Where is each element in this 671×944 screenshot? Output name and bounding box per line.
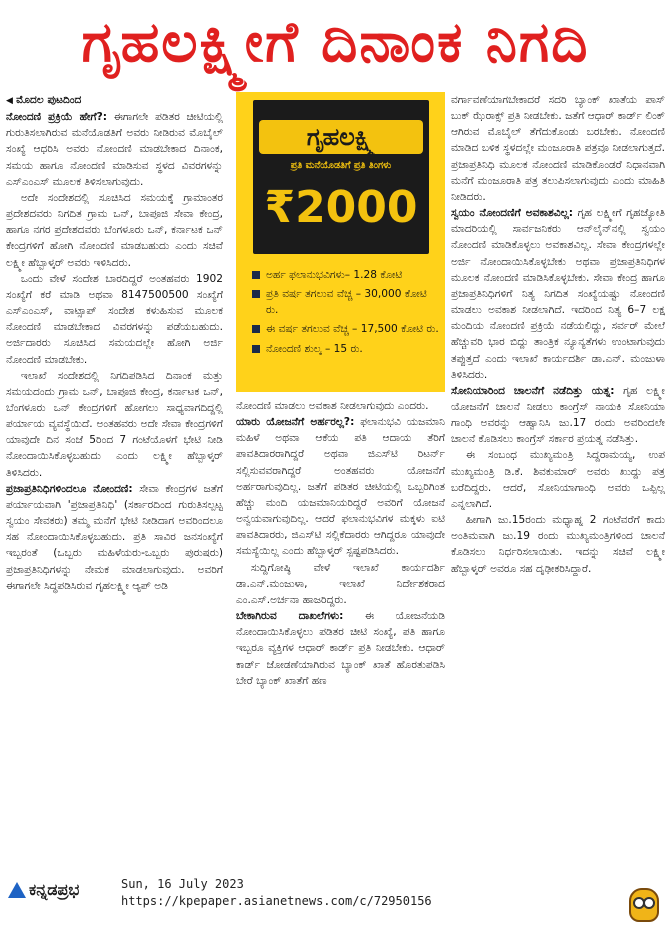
owl-mascot-icon	[629, 888, 659, 922]
brand-logo	[8, 880, 79, 900]
article-column-2	[236, 398, 445, 848]
subheading: ಯಾರು ಯೋಜನೆಗೆ ಅರ್ಹರಲ್ಲ?:	[236, 416, 355, 429]
paragraph: ಒಂದು ವೇಳೆ ಸಂದೇಶ ಬಾರದಿದ್ದರೆ ಅಂತಹವರು 1902 ಸಂಖ್ಯೆಗೆ ಕರೆ ಮಾಡಿ ಅಥವಾ 8147500500 ಸಂಖ್ಯೆಗೆ ಎಸ್‌ಎಂಎಸ್, ವಾಟ್ಸಾಪ್ ಸಂದೇಶ ಕಳುಹಿಸುವ ಮೂಲಕ ನೋಂದಣಿ ಮಾಡಬೇಕಾದ ವಿವರಗಳನ್ನು ಪಡೆಯಬಹುದು. ಅರ್ಜಿದಾರರು ಸೂಚಿಸಿದ ಸಮಯದಲ್ಲೇ ಹೋಗಿ ಅರ್ಜಿ ನೋಂದಣಿ ಮಾಡಬೇಕು.	[6, 272, 223, 366]
publication-meta	[121, 876, 432, 910]
article-column-3	[451, 92, 665, 849]
continued-label: ಮೊದಲ ಪುಟದಿಂದ	[16, 94, 82, 106]
subheading: ಬೇಕಾಗಿರುವ ದಾಖಲೆಗಳು:	[236, 610, 344, 623]
paragraph: ಅದೇ ಸಂದೇಶದಲ್ಲಿ ಸೂಚಿಸಿದ ಸಮಯಕ್ಕೆ ಗ್ರಾಮಾಂತರ ಪ್ರದೇಶದವರು ನಿಗದಿತ ಗ್ರಾಮ ಒನ್, ಬಾಪೂಜಿ ಸೇವಾ ಕೇಂದ್ರ, ಹಾಗೂ ನಗರ ಪ್ರದೇಶದವರು ಬೆಂಗಳೂರು ಒನ್, ಕರ್ನಾಟಕ ಒನ್ ಕೇಂದ್ರಗಳಿಗೆ ಹೋಗಿ ನೋಂದಣಿ ಮಾಡಬಹುದು ಎಂದು ಸಚಿವೆ ಲಕ್ಷ್ಮೀ ಹೆಬ್ಬಾಳ್ಕರ್ ಅವರು ಇಳಿಸಿದರು.	[6, 191, 223, 269]
scheme-infobox	[236, 92, 445, 392]
source-url[interactable]: https://kpepaper.asianetnews.com/c/72950156	[121, 894, 432, 908]
scheme-tagline: ಪ್ರತಿ ಮನೆಯೊಡತಿಗೆ ಪ್ರತಿ ತಿಂಗಳು	[290, 160, 392, 171]
paragraph: ಗೃಹ ಲಕ್ಷ್ಮೀಗೆ ಗೃಹಜ್ಯೋತಿ ಮಾದರಿಯಲ್ಲಿ ಸಾರ್ವಜನಿಕರು ಆನ್‌ಲೈನ್‌ನಲ್ಲಿ ಸ್ವಯಂ ನೋಂದಣಿ ಮಾಡಿಕೊಳ್ಳಲು ಅವಕಾಶವಿಲ್ಲ. ಸೇವಾ ಕೇಂದ್ರಗಳಲ್ಲೇ ಅರ್ಜಿ ನೋಂದಾಯಿಸಿಕೊಳ್ಳಬೇಕು ಅಥವಾ ಪ್ರಜಾಪ್ರತಿನಿಧಿಗಳ ಮೂಲಕ ನೋಂದಣಿ ಮಾಡಿಸಿಕೊಳ್ಳಬೇಕು. ಸೇವಾ ಕೇಂದ್ರ ಹಾಗೂ ಪ್ರಜಾಪ್ರತಿನಿಧಿಗಳಿಗೆ ನಿತ್ಯ ನಿಗದಿತ ಸಂಖ್ಯೆಯಷ್ಟು ನೋಂದಣಿ ಮಾಡಲು ಅವಕಾಶ ನೀಡಲಾಗಿದೆ. ಇದರಿಂದ ನಿತ್ಯ 6–7 ಲಕ್ಷ ಮಂದಿಯ ನೋಂದಣಿ ಪ್ರಕ್ರಿಯೆ ನಡೆಯಲಿದ್ದು, ಸರ್ವರ್ ಮೇಲೆ ಹೆಚ್ಚುವರಿ ಭಾರ ಬಿದ್ದು ತಾಂತ್ರಿಕ ನ್ಯೂನ್ಯತೆಗಳು ಉಂಟಾಗುವುದು ತಪ್ಪುತ್ತದೆ ಎಂದು ಇಲಾಖೆ ಕಾರ್ಯದರ್ಶಿ ಡಾ.ಎನ್. ಮಂಜುಳಾ ತಿಳಿಸಿದರು.	[451, 207, 665, 381]
fact-item: ಅರ್ಹ ಫಲಾನುಭವಿಗಳು– 1.28 ಕೋಟಿ	[252, 267, 442, 283]
scheme-card	[253, 100, 429, 254]
fact-item: ಪ್ರತಿ ವರ್ಷ ತಗಲುವ ವೆಚ್ಚ – 30,000 ಕೋಟಿ ರು.	[252, 286, 442, 318]
paragraph: ಸುದ್ದಿಗೋಷ್ಠಿ ವೇಳೆ ಇಲಾಖೆ ಕಾರ್ಯದರ್ಶಿ ಡಾ.ಎನ್.ಮಂಜುಳಾ, ಇಲಾಖೆ ನಿರ್ದೇಶಕರಾದ ಎಂ.ಎಸ್.ಅರ್ಚನಾ ಹಾಜರಿದ್ದರು.	[236, 561, 445, 606]
paragraph: ಈಗಾಗಲೇ ಪಡಿತರ ಚೀಟಿಯಲ್ಲಿ ಗುರುತಿಸಲಾಗಿರುವ ಮನೆಯೊಡತಿಗೆ ಅವರು ನೀಡಿರುವ ಮೊಬೈಲ್ ಸಂಖ್ಯೆ ಆಧರಿಸಿ ಅವರು ನೋಂದಣಿ ಮಾಡಬೇಕಾದ ದಿನಾಂಕ, ಸಮಯ ಹಾಗೂ ನೋಂದಣಿ ಮಾಡಿಸುವ ಸ್ಥಳದ ವಿವರಗಳನ್ನು ಎಸ್‌ಎಂಎಸ್ ಮೂಲಕ ತಿಳಿಸಲಾಗುವುದು.	[6, 111, 223, 188]
paragraph: ಸೇವಾ ಕೇಂದ್ರಗಳ ಜತೆಗೆ ಪರ್ಯಾಯವಾಗಿ 'ಪ್ರಜಾಪ್ರತಿನಿಧಿ' (ಸರ್ಕಾರದಿಂದ ಗುರುತಿಸಲ್ಪಟ್ಟ ಸ್ವಯಂ ಸೇವಕರು) ತಮ್ಮ ಮನೆಗೆ ಭೇಟಿ ನೀಡಿದಾಗ ಅವರಿಂದಲೂ ಸಹ ನೋಂದಾಯಿಸಿಕೊಳ್ಳಬಹುದು. ಪ್ರತಿ ಸಾವಿರ ಜನಸಂಖ್ಯೆಗೆ ಇಬ್ಬರಂತೆ (ಒಬ್ಬರು ಮಹಿಳೆಯರು-ಒಬ್ಬರು ಪುರುಷರು) ಪ್ರಜಾಪ್ರತಿನಿಧಿಗಳನ್ನು ನೇಮಕ ಮಾಡಲಾಗುವುದು. ಅವರಿಗೆ ಈಗಾಗಲೇ ಸಿದ್ಧಪಡಿಸಿರುವ ಗೃಹಲಕ್ಷ್ಮೀ ಆ್ಯಪ್ ಅಡಿ	[6, 482, 223, 592]
continue-arrow-icon: ◀	[6, 96, 17, 106]
paragraph: ನೋಂದಣಿ ಮಾಡಲು ಅವಕಾಶ ನೀಡಲಾಗುವುದು ಎಂದರು.	[236, 400, 429, 412]
facts-list	[252, 267, 442, 360]
bullet-square-icon	[252, 325, 260, 333]
publication-date: Sun, 16 July 2023	[121, 877, 244, 891]
paragraph: ಈ ಸಂಬಂಧ ಮುಖ್ಯಮಂತ್ರಿ ಸಿದ್ದರಾಮಯ್ಯ, ಉಪ ಮುಖ್ಯಮಂತ್ರಿ ಡಿ.ಕೆ. ಶಿವಕುಮಾರ್ ಅವರು ಖುದ್ದು ಪತ್ರ ಬರೆದಿದ್ದರು. ಆದರೆ, ಸೋನಿಯಾಗಾಂಧಿ ಅವರು ಒಪ್ಪಿಲ್ಲ ಎನ್ನಲಾಗಿದೆ.	[451, 449, 665, 510]
subheading: ಸೋನಿಯಾರಿಂದ ಚಾಲನೆಗೆ ನಡೆದಿತ್ತು ಯತ್ನ:	[451, 384, 615, 397]
paragraph: ಈ ಯೋಜನೆಯಡಿ ನೋಂದಾಯಿಸಿಕೊಳ್ಳಲು ಪಡಿತರ ಚೀಟಿ ಸಂಖ್ಯೆ, ಪತಿ ಹಾಗೂ ಇಬ್ಬರೂ ವ್ಯಕ್ತಿಗಳ ಆಧಾರ್ ಕಾರ್ಡ್ ಪ್ರತಿ ನೀಡಬೇಕು. ಆಧಾರ್ ಕಾರ್ಡ್ ಜೋಡಣೆಯಾಗಿರುವ ಬ್ಯಾಂಕ್ ಖಾತೆ ಹೊರತುಪಡಿಸಿ ಬೇರೆ ಬ್ಯಾಂಕ್ ಖಾತೆಗೆ ಹಣ	[236, 610, 445, 687]
footer	[0, 868, 671, 944]
paragraph: ಇಲಾಖೆ ಸಂದೇಶದಲ್ಲಿ ನಿಗದಿಪಡಿಸಿದ ದಿನಾಂಕ ಮತ್ತು ಸಮಯದಂದು ಗ್ರಾಮ ಒನ್, ಬಾಪೂಜಿ ಕೇಂದ್ರ, ಕರ್ನಾಟಕ ಒನ್, ಬೆಂಗಳೂರು ಒನ್ ಕೇಂದ್ರಗಳಿಗೆ ಹೋಗಲು ಸಾಧ್ಯವಾಗದಿದ್ದಲ್ಲಿ ಪರ್ಯಾಯ ವ್ಯವಸ್ಥೆಯಿದೆ. ಅಂತಹವರು ಅದೇ ಸೇವಾ ಕೇಂದ್ರಗಳಿಗೆ ಯಾವುದೇ ದಿನ ಸಂಜೆ 5ರಿಂದ 7 ಗಂಟೆಯೊಳಗೆ ಭೇಟಿ ನೀಡಿ ನೋಂದಾಯಿಸಿಕೊಳ್ಳಬಹುದು ಎಂದು ಲಕ್ಷ್ಮೀ ಹೆಬ್ಬಾಳ್ಕರ್ ತಿಳಿಸಿದರು.	[6, 369, 223, 479]
subheading: ಪ್ರಜಾಪ್ರತಿನಿಧಿಗಳಿಂದಲೂ ನೋಂದಣಿ:	[6, 482, 133, 495]
bullet-square-icon	[252, 290, 260, 298]
headline: ಗೃಹಲಕ್ಷ್ಮೀಗೆ ದಿನಾಂಕ ನಿಗದಿ	[81, 10, 590, 75]
fact-item: ಈ ವರ್ಷ ತಗಲುವ ವೆಚ್ಚ – 17,500 ಕೋಟಿ ರು.	[252, 321, 442, 337]
brand-name: ಕನ್ನಡಪ್ರಭ	[29, 880, 80, 899]
scheme-logo: ಗೃಹಲಕ್ಷ್ಮಿ	[259, 120, 423, 154]
paragraph: ಹೀಗಾಗಿ ಜು.15ರಂದು ಮಧ್ಯಾಹ್ನ 2 ಗಂಟೆವರೆಗೆ ಕಾದು ಅಂತಿಮವಾಗಿ ಜು.19 ರಂದು ಮುಖ್ಯಮಂತ್ರಿಗಳಿಂದ ಚಾಲನೆ ಕೊಡಿಸಲು ನಿರ್ಧರಿಸಲಾಯಿತು. ಇದನ್ನು ಸಚಿವೆ ಲಕ್ಷ್ಮೀ ಹೆಬ್ಬಾಳ್ಕರ್ ಅವರೂ ಸಹ ದೃಢೀಕರಿಸಿದ್ದಾರೆ.	[451, 514, 665, 575]
article-column-1	[6, 92, 223, 849]
bullet-square-icon	[252, 271, 260, 279]
brand-triangle-icon	[8, 882, 26, 898]
bullet-square-icon	[252, 345, 260, 353]
fact-item: ನೋಂದಣಿ ಶುಲ್ಕ – 15 ರು.	[252, 341, 442, 357]
subheading: ನೋಂದಣಿ ಪ್ರಕ್ರಿಯೆ ಹೇಗೆ?:	[6, 111, 107, 124]
subheading: ಸ್ವಯಂ ನೋಂದಣಿಗೆ ಅವಕಾಶವಿಲ್ಲ:	[451, 207, 574, 220]
continued-marker	[6, 92, 223, 109]
paragraph: ಫಲಾನುಭವಿ ಯಜಮಾನಿ ಮಹಿಳೆ ಅಥವಾ ಆಕೆಯ ಪತಿ ಆದಾಯ ತೆರಿಗೆ ಪಾವತಿದಾರರಾಗಿದ್ದರೆ ಅಥವಾ ಜಿಎಸ್‌ಟಿ ರಿಟರ್ನ್ ಸಲ್ಲಿಸುವವರಾಗಿದ್ದರೆ ಅಂತಹವರು ಯೋಜನೆಗೆ ಅರ್ಹರಾಗುವುದಿಲ್ಲ. ಜತೆಗೆ ಪಡಿತರ ಚೀಟಿಯಲ್ಲಿ ಒಬ್ಬರಿಗಿಂತ ಹೆಚ್ಚು ಮಂದಿ ಯಜಮಾನಿಯರಿದ್ದರೆ ಅವರಿಗೆ ಯೋಜನೆ ಅನ್ವಯವಾಗುವುದಿಲ್ಲ. ಆದರೆ ಫಲಾನುಭವಿಗಳ ಮಕ್ಕಳು ಐಟಿ ಪಾವತಿದಾರರು, ಜಿಎಸ್‌ಟಿ ಸಲ್ಲಿಕೆದಾರರು ಆಗಿದ್ದರೂ ಯಾವುದೇ ಸಮಸ್ಯೆಯಿಲ್ಲ ಎಂದು ಹೆಬ್ಬಾಳ್ಕರ್ ಸ್ಪಷ್ಟಪಡಿಸಿದರು.	[236, 416, 445, 558]
paragraph: ಗೃಹ ಲಕ್ಷ್ಮೀ ಯೋಜನೆಗೆ ಚಾಲನೆ ನೀಡಲು ಕಾಂಗ್ರೆಸ್ ನಾಯಕಿ ಸೋನಿಯಾ ಗಾಂಧಿ ಅವರನ್ನು ಆಹ್ವಾನಿಸಿ ಜು.17 ರಂದು ಅವರಿಂದಲೇ ಚಾಲನೆ ಕೊಡಿಸಲು ಕಾಂಗ್ರೆಸ್ ಸರ್ಕಾರ ಪ್ರಯತ್ನ ನಡೆಸಿತ್ತು.	[451, 384, 665, 446]
paragraph: ವರ್ಗಾವಣೆಯಾಗಬೇಕಾದರೆ ಸದರಿ ಬ್ಯಾಂಕ್ ಖಾತೆಯ ಪಾಸ್ ಬುಕ್ ಝೆರಾಕ್ಸ್ ಪ್ರತಿ ನೀಡಬೇಕು. ಜತೆಗೆ ಆಧಾರ್ ಕಾರ್ಡ್ ಲಿಂಕ್ ಆಗಿರುವ ಮೊಬೈಲ್ ತೆಗೆದುಕೊಂಡು ಬರಬೇಕು. ನೋಂದಣಿ ಮಾಡಿದ ಬಳಿಕ ಸ್ಥಳದಲ್ಲೇ ಮಂಜೂರಾತಿ ಪತ್ರವೂ ನೀಡಲಾಗುತ್ತದೆ. ಪ್ರಜಾಪ್ರತಿನಿಧಿ ಮೂಲಕ ನೋಂದಣಿ ಮಾಡಿಕೊಂಡರೆ ನಿಧಾನವಾಗಿ ಮನೆಗೆ ಮಂಜೂರಾತಿ ಪತ್ರ ತಲುಪಿಸಲಾಗುವುದು ಎಂದು ಮಾಹಿತಿ ನೀಡಿದರು.	[451, 94, 665, 203]
scheme-amount: ₹2000	[264, 182, 418, 233]
